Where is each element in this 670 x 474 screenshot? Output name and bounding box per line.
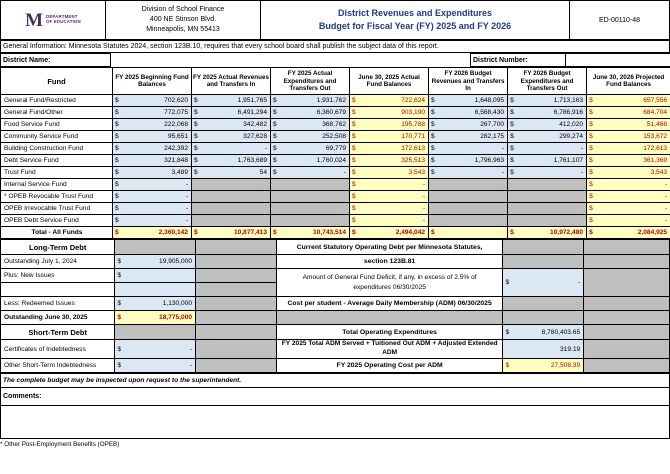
currency-symbol: $ [587,203,595,215]
cell-value: 51,468 [595,119,670,131]
cell-value[interactable]: - [200,143,271,155]
debt-row [1,340,670,359]
fund-balances-table [0,67,670,239]
spacer-grey [503,311,584,325]
spacer-grey [196,269,277,283]
row-label: Debt Service Fund [1,155,113,167]
cell-blocked [429,203,508,215]
cell-value[interactable]: 95,651 [121,131,192,143]
currency-symbol: $ [429,227,437,239]
currency-symbol: $ [508,119,516,131]
currency-symbol: $ [113,107,121,119]
currency-symbol: $ [113,179,121,191]
currency-symbol: $ [271,167,279,179]
cell-value: 153,672 [595,131,670,143]
ed-form-code: ED-00110-48 [570,1,670,40]
cell-value: 3,543 [595,167,670,179]
currency-symbol: $ [587,95,595,107]
currency-symbol: $ [350,215,358,227]
cell-value[interactable]: - [516,143,587,155]
currency-symbol: $ [350,167,358,179]
cell-value: - [595,203,670,215]
cell-blocked [192,191,271,203]
currency-symbol: $ [271,131,279,143]
table-row [1,203,670,215]
cell-blocked [192,203,271,215]
table-total-row [1,227,670,239]
spacer-grey [584,255,670,269]
row-label: Internal Service Fund [1,179,113,191]
currency-symbol: $ [192,227,200,239]
logo-text-line-1: DEPARTMENT [46,14,78,20]
cell-value: 684,704 [595,107,670,119]
cell-value: - [358,179,429,191]
footer-section [0,373,670,439]
currency-symbol: $ [115,255,123,269]
general-information-bar [0,40,670,53]
cell-value[interactable]: 6,491,294 [200,107,271,119]
cell-value: 903,190 [358,107,429,119]
currency-symbol: $ [192,167,200,179]
section-title-row [1,325,670,340]
operating-row-label: Total Operating Expenditures [276,325,503,340]
currency-symbol: $ [429,107,437,119]
currency-symbol: $ [350,179,358,191]
cell-blocked [271,203,350,215]
currency-symbol: $ [113,131,121,143]
currency-symbol: $ [350,131,358,143]
logo-text-line-2: OF EDUCATION [46,19,81,25]
cell-value[interactable]: - [121,179,192,191]
total-value: 10,877,413 [200,227,271,239]
row-label: Food Service Fund [1,119,113,131]
cell-value: 195,788 [358,119,429,131]
currency-symbol: $ [113,203,121,215]
district-name-field[interactable] [111,54,201,67]
currency-symbol: $ [508,167,516,179]
currency-symbol: $ [429,119,437,131]
page-title-line-1: District Revenues and Expenditures [337,7,493,18]
currency-symbol: $ [271,95,279,107]
currency-symbol: $ [587,167,595,179]
table-row [1,191,670,203]
currency-symbol [503,340,511,359]
currency-symbol: $ [350,203,358,215]
cell-blocked [271,179,350,191]
spacer-grey [196,358,277,372]
cell-value[interactable]: 282,175 [437,131,508,143]
district-name-label: District Name: [1,54,111,67]
operating-row-label: FY 2025 Total ADM Served + Tuitioned Out ADM + Adjusted Extended ADM [276,340,503,359]
currency-symbol: $ [587,131,595,143]
cell-value: 3,543 [358,167,429,179]
long-term-debt-row-label: Less: Redeemed Issues [1,297,115,311]
cell-value[interactable]: 1,763,689 [200,155,271,167]
currency-symbol: $ [113,227,121,239]
general-fund-deficit-value: - [511,269,584,297]
currency-symbol [115,283,123,297]
address-line-3: Minneapolis, MN 55413 [146,26,220,34]
spacer-grey [196,255,277,269]
long-term-debt-row-value[interactable]: 19,905,000 [123,255,196,269]
column-header-jun2026-projected: June 30, 2026 Projected Fund Balances [587,68,670,95]
section-title-row [1,240,670,255]
currency-symbol: $ [587,227,595,239]
cell-value: 325,513 [358,155,429,167]
spacer-grey [503,240,584,255]
currency-symbol: $ [113,215,121,227]
row-label: OPEB Debt Service Fund [1,215,113,227]
cell-value[interactable]: 252,508 [279,131,350,143]
long-term-debt-row-label: Outstanding June 30, 2025 [1,311,115,325]
comments-field[interactable] [1,405,670,438]
row-label: Trust Fund [1,167,113,179]
spacer-grey [196,311,277,325]
cell-value[interactable]: 1,760,024 [279,155,350,167]
currency-symbol: $ [508,107,516,119]
cell-value[interactable]: 3,489 [121,167,192,179]
deficit-label-line-2: expenditures 06/30/2025 [353,283,426,291]
row-label: General Fund/Restricted [1,95,113,107]
cell-value: - [595,179,670,191]
cell-value: - [595,191,670,203]
cell-value: 361,369 [595,155,670,167]
column-header-jun2025-actual: June 30, 2025 Actual Fund Balances [350,68,429,95]
cell-value: 172,613 [595,143,670,155]
general-information-text [1,41,670,53]
cell-value[interactable]: 772,075 [121,107,192,119]
currency-symbol: $ [115,358,123,372]
cell-value[interactable]: 242,392 [121,143,192,155]
report-header [0,0,670,40]
general-info-label: General Information: [3,43,67,51]
currency-symbol: $ [271,143,279,155]
currency-symbol: $ [429,131,437,143]
short-term-debt-row-value[interactable]: - [123,340,196,359]
column-header-fy26-revenues: FY 2026 Budget Revenues and Transfers In [429,68,508,95]
cell-blocked [429,179,508,191]
inspection-note: The complete budget may be inspected upon request to the superintendent. [1,373,670,387]
cell-value[interactable]: 6,360,679 [279,107,350,119]
operating-row-value: 319.19 [511,340,584,359]
cell-value: 657,556 [595,95,670,107]
debt-row [1,358,670,372]
currency-symbol: $ [350,155,358,167]
currency-symbol: $ [503,325,511,340]
total-value: 2,494,042 [358,227,429,239]
total-value: 2,360,142 [121,227,192,239]
long-term-debt-row-value[interactable] [123,269,196,283]
spacer-grey [503,255,584,269]
spacer-grey [503,297,584,311]
cell-blocked [271,191,350,203]
table-row [1,179,670,191]
cell-value: - [358,191,429,203]
district-name-field-ext-1 [201,54,291,67]
table-row [1,131,670,143]
statutory-debt-title-line-1: Current Statutory Operating Debt per Minnesota Statutes, [276,240,503,255]
spacer-grey [196,240,277,255]
division-address [106,1,261,40]
cell-value[interactable]: 69,779 [279,143,350,155]
operating-row-value: 27,508.39 [511,358,584,372]
district-number-label: District Number: [471,54,566,67]
currency-symbol: $ [508,95,516,107]
cell-value[interactable]: - [516,167,587,179]
currency-symbol: $ [192,95,200,107]
address-line-1: Division of School Finance [141,6,225,13]
spacer-grey [584,240,670,255]
table-row [1,95,670,107]
table-row [1,155,670,167]
spacer-label [1,283,115,297]
total-value: 10,972,480 [516,227,587,239]
currency-symbol: $ [508,155,516,167]
address-line-2: 400 NE Stinson Blvd. [149,16,217,24]
debt-row [1,255,670,269]
currency-symbol: $ [587,191,595,203]
currency-symbol: $ [587,119,595,131]
cost-per-student-title: Cost per student - Average Daily Membership (ADM) 06/30/2025 [276,297,503,311]
cell-value[interactable]: 1,648,095 [437,95,508,107]
cell-value[interactable]: 1,761,107 [516,155,587,167]
cell-value[interactable]: 368,762 [279,119,350,131]
currency-symbol: $ [271,119,279,131]
cell-value[interactable]: 1,713,163 [516,95,587,107]
cell-value[interactable]: 6,786,916 [516,107,587,119]
spacer-grey [196,325,277,340]
row-label: * OPEB Revocable Trust Fund [1,191,113,203]
spacer-grey [196,283,277,297]
spacer-grey [584,358,670,372]
long-term-debt-row-label: Plus: New Issues [1,269,115,283]
cell-value[interactable]: 342,482 [200,119,271,131]
column-header-fy26-expenditures: FY 2026 Budget Expenditures and Transfers Out [508,68,587,95]
currency-symbol: $ [113,143,121,155]
currency-symbol: $ [113,167,121,179]
general-fund-deficit-label [276,269,503,297]
cell-value: 172,613 [358,143,429,155]
table-row [1,215,670,227]
currency-symbol: $ [429,167,437,179]
cell-value[interactable]: 267,700 [437,119,508,131]
currency-symbol: $ [192,131,200,143]
currency-symbol: $ [350,143,358,155]
cell-value[interactable]: 1,951,765 [200,95,271,107]
debt-row [1,311,670,325]
currency-symbol: $ [115,311,123,325]
cell-blocked [508,203,587,215]
debt-and-cost-section [0,239,670,373]
cell-blocked [192,179,271,191]
cell-blocked [508,179,587,191]
currency-symbol: $ [350,95,358,107]
short-term-debt-row-label: Certificates of Indebtedness [1,340,115,359]
currency-symbol: $ [587,143,595,155]
currency-symbol: $ [350,107,358,119]
currency-symbol: $ [113,191,121,203]
row-label: OPEB Irrevocable Trust Fund [1,203,113,215]
cell-value[interactable]: - [121,203,192,215]
currency-symbol: $ [429,143,437,155]
table-row [1,143,670,155]
cell-blocked [429,215,508,227]
cell-value[interactable]: 222,068 [121,119,192,131]
currency-symbol: $ [587,155,595,167]
currency-symbol: $ [192,155,200,167]
page-title-line-2: Budget for Fiscal Year (FY) 2025 and FY 2026 [318,21,512,32]
total-value: 2,084,925 [595,227,670,239]
column-header-fy25-expenditures: FY 2025 Actual Expenditures and Transfers Out [271,68,350,95]
currency-symbol: $ [350,191,358,203]
currency-symbol: $ [115,269,123,283]
spacer-grey [584,340,670,359]
currency-symbol: $ [271,227,279,239]
column-header-fy25-revenues: FY 2025 Actual Revenues and Transfers In [192,68,271,95]
currency-symbol: $ [587,215,595,227]
table-row [1,167,670,179]
currency-symbol: $ [350,119,358,131]
currency-symbol: $ [192,107,200,119]
currency-symbol: $ [271,107,279,119]
cell-blocked [429,191,508,203]
currency-symbol: $ [113,95,121,107]
spacer-grey [115,325,196,340]
column-header-fund: Fund [1,68,113,95]
currency-symbol: $ [271,155,279,167]
currency-symbol: $ [508,227,516,239]
deficit-label-line-1: Amount of General Fund Deficit, if any, in excess of 2.5% of [302,274,477,282]
long-term-debt-row-label: Outstanding July 1, 2024 [1,255,115,269]
cell-value[interactable]: - [121,191,192,203]
debt-row [1,297,670,311]
short-term-debt-row-label: Other Short-Term Indebtedness [1,358,115,372]
currency-symbol: $ [429,95,437,107]
currency-symbol: $ [113,119,121,131]
currency-symbol: $ [503,269,511,297]
long-term-debt-title: Long-Term Debt [1,240,115,255]
spacer-grey [196,297,277,311]
spacer-grey [196,340,277,359]
currency-symbol: $ [350,227,358,239]
total-row-label: Total - All Funds [1,227,113,239]
cell-value[interactable]: 54 [200,167,271,179]
short-term-debt-title: Short-Term Debt [1,325,115,340]
cell-blocked [508,215,587,227]
cell-blocked [271,215,350,227]
currency-symbol: $ [508,143,516,155]
column-header-fy25-beginning: FY 2025 Beginning Fund Balances [113,68,192,95]
currency-symbol: $ [503,358,511,372]
cell-value[interactable]: - [279,167,350,179]
opeb-footnote: * Other Post-Employment Benefits (OPEB) [0,440,120,448]
table-row [1,107,670,119]
currency-symbol: $ [113,155,121,167]
cell-value[interactable]: 1,931,762 [279,95,350,107]
currency-symbol: $ [429,155,437,167]
currency-symbol: $ [192,143,200,155]
spacer-grey [584,325,670,340]
statutory-debt-title-line-2: section 123B.81 [276,255,503,269]
cell-value[interactable]: 321,848 [121,155,192,167]
district-name-field-ext-2 [291,54,381,67]
cell-value[interactable]: - [437,167,508,179]
cell-value: - [358,215,429,227]
logo-mark-icon: M [25,9,43,31]
table-row [1,119,670,131]
cell-value[interactable]: 1,796,963 [437,155,508,167]
cell-value[interactable]: 6,568,430 [437,107,508,119]
cell-value[interactable]: 299,274 [516,131,587,143]
short-term-debt-row-value[interactable]: - [123,358,196,372]
long-term-debt-row-value[interactable]: 1,130,000 [123,297,196,311]
cell-value: - [595,215,670,227]
cell-value: - [358,203,429,215]
column-header-row [1,68,670,95]
spacer-grey [584,269,670,297]
mde-logo [1,1,106,40]
spacer-grey [115,240,196,255]
general-info-body: Minnesota Statutes 2024, section 123B.10, requires that every school board shall publish the subject data of this report. [66,43,439,51]
currency-symbol: $ [508,131,516,143]
debt-row [1,269,670,283]
currency-symbol: $ [115,297,123,311]
cell-value[interactable]: - [121,215,192,227]
currency-symbol: $ [587,179,595,191]
currency-symbol: $ [115,340,123,359]
cell-value[interactable]: 412,020 [516,119,587,131]
cell-value[interactable]: 327,628 [200,131,271,143]
spacer-value [123,283,196,297]
total-value: 10,743,514 [279,227,350,239]
operating-row-value: 8,780,403.65 [511,325,584,340]
currency-symbol: $ [587,107,595,119]
district-name-field-ext-3 [381,54,471,67]
spacer-grey [584,311,670,325]
spacer-grey [584,297,670,311]
cell-value[interactable]: 702,620 [121,95,192,107]
comments-label: Comments: [1,387,670,405]
district-identity-row [0,53,670,67]
row-label: Community Service Fund [1,131,113,143]
operating-row-label: FY 2025 Operating Cost per ADM [276,358,503,372]
row-label: Building Construction Fund [1,143,113,155]
spacer-grey [276,311,503,325]
page-title [261,1,570,40]
total-value [437,227,508,239]
cell-blocked [192,215,271,227]
cell-value: 170,771 [358,131,429,143]
cell-value: 722,624 [358,95,429,107]
long-term-debt-row-value: 18,775,000 [123,311,196,325]
row-label: General Fund/Other [1,107,113,119]
currency-symbol: $ [192,119,200,131]
cell-blocked [508,191,587,203]
district-number-field[interactable] [566,54,670,67]
cell-value[interactable]: - [437,143,508,155]
